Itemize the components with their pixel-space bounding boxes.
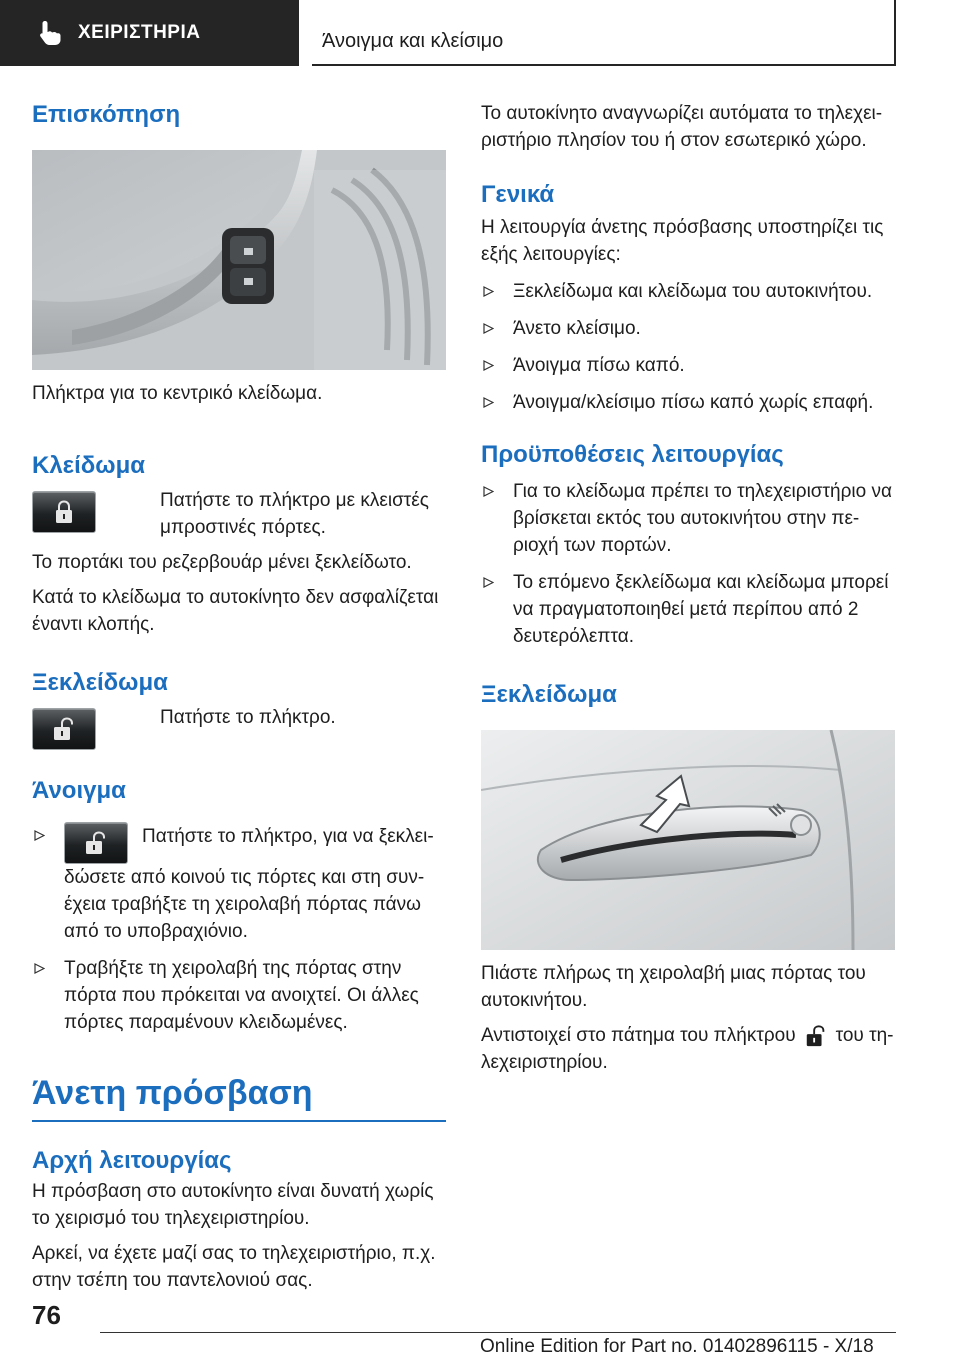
prerequisites-list [481, 478, 895, 650]
unlock-comfort-paragraph-2: Αντιστοιχεί στο πάτημα του πλήκτρου του τηλεχειριστηρίου. [481, 1025, 894, 1073]
lock-instruction [32, 487, 446, 541]
general-heading: Γενικά [481, 181, 555, 208]
list-item: Ξεκλείδωμα και κλείδωμα του αυτοκινήτου. [481, 278, 895, 305]
lock-key-button [32, 491, 96, 533]
overview-heading: Επισκόπηση [32, 101, 181, 128]
footer-rule [100, 1332, 896, 1333]
open-steps-list [32, 822, 446, 1036]
comfort-access-heading: Άνετη πρόσβαση [32, 1074, 313, 1112]
edition-text: Online Edition for Part no. 01402896115 - X/18 [480, 1336, 874, 1357]
lock-text: Πατήστε το πλήκτρο με κλειστές μπροστινές πόρτες. [160, 490, 429, 538]
general-paragraph: Η λειτουργία άνετης πρόσβασης υποστηρίζει τις εξής λειτουργίες: [481, 217, 884, 265]
right-column [481, 100, 895, 1076]
open-heading: Άνοιγμα [32, 777, 126, 804]
bullet-triangle-icon [483, 486, 494, 497]
unlock-comfort-paragraph-1: Πιάστε πλήρως τη χειρολαβή μιας πόρτας του αυτοκινήτου. [481, 963, 866, 1011]
principle-heading: Αρχή λειτουργίας [32, 1147, 232, 1174]
breadcrumb-box [312, 0, 896, 66]
unlock-instruction [32, 704, 446, 758]
list-item: Πατήστε το πλήκτρο, για να ξεκλειδώσετε από κοινού τις πόρτες και στη συνέχεια τραβήξτε τη χειρολαβή πόρτας πάνω από το υποβραχιόνιο. [32, 822, 446, 945]
lock-open-icon [804, 1024, 828, 1048]
breadcrumb: Άνοιγμα και κλείσιμο [322, 30, 504, 52]
list-item: Άνοιγμα πίσω καπό. [481, 352, 895, 379]
principle-paragraph-2: Αρκεί, να έχετε μαζί σας το τηλεχειριστήριο, π.χ. στην τσέπη του παντελονιού σας. [32, 1243, 436, 1291]
page-header [0, 0, 960, 66]
bullet-triangle-icon [483, 323, 494, 334]
unlock-heading: Ξεκλείδωμα [32, 669, 168, 696]
list-item: Για το κλείδωμα πρέπει το τηλεχειριστήριο να βρίσκεται εκτός του αυτοκινήτου στην περιοχή των πορτών. [481, 478, 895, 559]
lock-heading: Κλείδωμα [32, 452, 146, 479]
heading-rule [32, 1120, 446, 1122]
left-column [32, 100, 446, 1294]
list-item: Τραβήξτε τη χειρολαβή της πόρτας στην πόρτα που πρόκειται να ανοιχτεί. Οι άλλες πόρτες παραμένουν κλειδωμένες. [32, 955, 446, 1036]
unlock-key-button [32, 708, 96, 750]
bullet-triangle-icon [483, 397, 494, 408]
lock-paragraph-2: Κατά το κλείδωμα το αυτοκίνητο δεν ασφαλίζεται έναντι κλοπής. [32, 587, 439, 635]
door-handle-photo [481, 730, 895, 950]
lock-open-icon [52, 716, 76, 742]
section-tab [0, 0, 299, 66]
principle-paragraph-1: Η πρόσβαση στο αυτοκίνητο είναι δυνατή χωρίς το χειρισμό του τηλεχειριστηρίου. [32, 1181, 434, 1229]
bullet-triangle-icon [34, 963, 45, 974]
list-item: Άνοιγμα/κλείσιμο πίσω καπό χωρίς επαφή. [481, 389, 895, 416]
bullet-triangle-icon [483, 286, 494, 297]
unlock-comfort-heading: Ξεκλείδωμα [481, 681, 617, 708]
list-item: Άνετο κλείσιμο. [481, 315, 895, 342]
page-number: 76 [32, 1300, 61, 1330]
overview-caption: Πλήκτρα για το κεντρικό κλείδωμα. [32, 383, 323, 404]
list-item: Το επόμενο ξεκλείδωμα και κλείδωμα μπορεί να πραγματοποιηθεί μετά περίπου από 2 δευτερόλεπτα. [481, 569, 895, 650]
bullet-triangle-icon [483, 360, 494, 371]
bullet-triangle-icon [34, 830, 45, 841]
lock-open-icon [84, 830, 108, 856]
prerequisites-heading: Προϋποθέσεις λειτουργίας [481, 441, 784, 468]
bullet-triangle-icon [483, 577, 494, 588]
hand-pointer-icon [36, 18, 66, 48]
intro-paragraph: Το αυτοκίνητο αναγνωρίζει αυτόματα το τηλεχειριστήριο πλησίον του ή στον εσωτερικό χώρο. [481, 103, 883, 151]
unlock-text: Πατήστε το πλήκτρο. [160, 707, 336, 728]
lock-paragraph-1: Το πορτάκι του ρεζερβουάρ μένει ξεκλείδωτο. [32, 552, 412, 573]
general-features-list [481, 278, 895, 416]
unlock-key-button [64, 822, 128, 864]
door-lock-buttons-photo [32, 150, 446, 370]
lock-closed-icon [52, 499, 76, 525]
section-title: ΧΕΙΡΙΣΤΗΡΙΑ [78, 22, 201, 43]
